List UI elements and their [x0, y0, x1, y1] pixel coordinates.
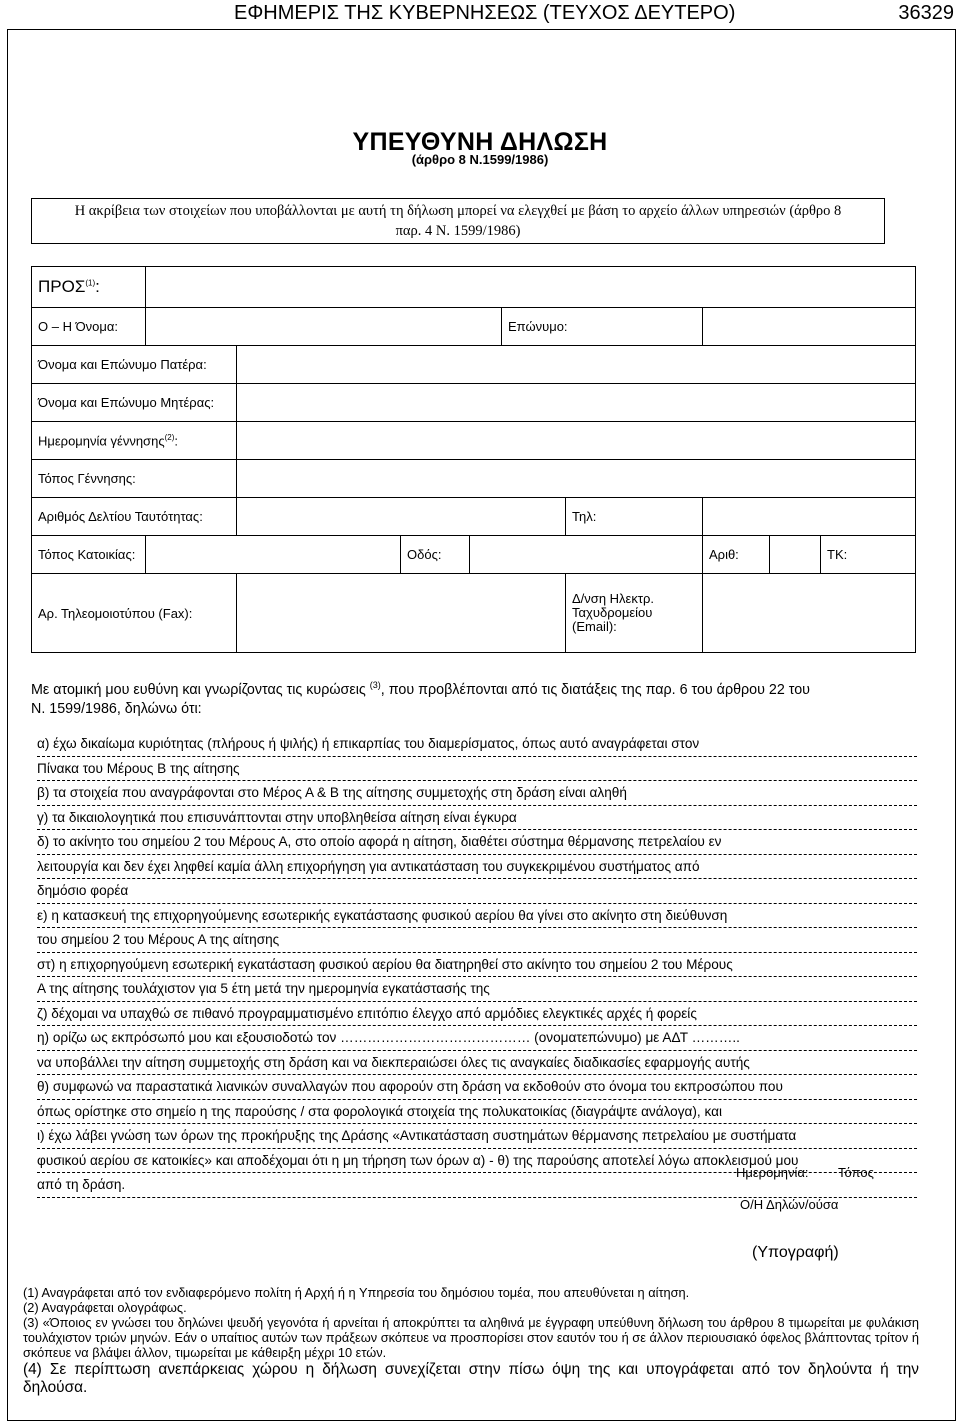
row-name — [32, 308, 916, 346]
declaration-line: λειτουργία και δεν έχει ληφθεί καμία άλλη επιχορήγηση για αντικατάσταση του συγκεκριμένου συστήματος από — [37, 855, 917, 880]
declaration-line: του σημείου 2 του Μέρους Α της αίτησης — [37, 928, 917, 953]
residence-label: Τόπος Κατοικίας: — [32, 536, 146, 574]
pros-label: ΠΡΟΣ$^{(1)}$: — [32, 267, 146, 308]
declaration-line: δημόσιο φορέα — [37, 879, 917, 904]
form-title: ΥΠΕΥΘΥΝΗ ΔΗΛΩΣΗ — [352, 128, 608, 156]
declaration-line: από τη δράση. — [37, 1173, 917, 1198]
personal-details-table — [31, 266, 916, 653]
declaration-line: γ) τα δικαιολογητικά που επισυνάπτονται στην υποβληθείσα αίτηση είναι έγκυρα — [37, 806, 917, 831]
accuracy-notice-line-1: Η ακρίβεια των στοιχείων που υποβάλλονται με αυτή τη δήλωση μπορεί να ελεγχθεί με βάση το αρχείο άλλων υπηρεσιών (άρθρο 8 — [74, 203, 842, 219]
footnotes — [23, 1285, 919, 1397]
id-number-field[interactable] — [237, 498, 566, 536]
row-residence — [32, 536, 916, 574]
footnote-2: (2) Αναγράφεται ολογράφως. — [23, 1300, 187, 1315]
declaration-line: ζ) δέχομαι να υπαχθώ σε πιθανό προγραμματισμένο επιτόπιο έλεγχο από αρμόδιες ελεγκτικές αρχές ή φορείς — [37, 1002, 917, 1027]
name-field[interactable] — [146, 308, 502, 346]
row-birth-place — [32, 460, 916, 498]
postal-code-label: ΤΚ: — [821, 536, 916, 574]
form-subtitle: (άρθρο 8 Ν.1599/1986) — [411, 152, 549, 167]
name-label: Ο – Η Όνομα: — [32, 308, 146, 346]
footnote-1: (1) Αναγράφεται από τον ενδιαφερόμενο πολίτη ή Αρχή ή η Υπηρεσία του δημόσιου τομέα, που απευθύνεται η αίτηση. — [23, 1285, 690, 1300]
date-label: Ημερομηνία: — [736, 1165, 809, 1180]
declaration-line: α) έχω δικαίωμα κυριότητας (πλήρους ή ψιλής) ή επικαρπίας του διαμερίσματος, όπως αυτό αναγράφεται στον — [37, 732, 917, 757]
father-field[interactable] — [237, 346, 916, 384]
declaration-lines — [37, 732, 917, 1198]
declaration-line: β) τα στοιχεία που αναγράφονται στο Μέρος Α & Β της αίτησης συμμετοχής στη δράση είναι αληθή — [37, 781, 917, 806]
fax-label: Αρ. Τηλεομοιοτύπου (Fax): — [32, 574, 237, 653]
declaration-line: Πίνακα του Μέρους Β της αίτησης — [37, 757, 917, 782]
father-label: Όνομα και Επώνυμο Πατέρα: — [32, 346, 237, 384]
declaration-line: ε) η κατασκευή της επιχορηγούμενης εσωτερικής εγκατάστασης φυσικού αερίου θα γίνει στο ακίνητο στη διεύθυνση — [37, 904, 917, 929]
birth-date-label: Ημερομηνία γέννησης$^{(2)}$: — [32, 422, 237, 460]
id-number-label: Αριθμός Δελτίου Ταυτότητας: — [32, 498, 237, 536]
declaration-line: Α της αίτησης τουλάχιστον για 5 έτη μετά την ημερομηνία εγκατάστασής της — [37, 977, 917, 1002]
accuracy-notice — [31, 198, 885, 244]
running-head — [0, 0, 960, 28]
surname-label: Επώνυμο: — [502, 308, 703, 346]
gazette-title: ΕΦΗΜΕΡΙΣ ΤΗΣ ΚΥΒΕΡΝΗΣΕΩΣ (ΤΕΥΧΟΣ ΔΕΥΤΕΡΟ) — [234, 2, 736, 24]
birth-date-field[interactable] — [237, 422, 916, 460]
declarant-label: Ο/Η Δηλών/ούσα — [740, 1197, 839, 1212]
mother-label: Όνομα και Επώνυμο Μητέρας: — [32, 384, 237, 422]
row-birth-date — [32, 422, 916, 460]
row-fax-email — [32, 574, 916, 653]
declaration-line: φυσικού αερίου σε κατοικίες» και αποδέχομαι ότι η μη τήρηση των όρων α) - θ) της παρούσης αποτελεί λόγω αποκλεισμού μου — [37, 1149, 917, 1174]
phone-field[interactable] — [703, 498, 916, 536]
birth-place-field[interactable] — [237, 460, 916, 498]
residence-field[interactable] — [146, 536, 401, 574]
page-number: 36329 — [898, 2, 954, 24]
row-pros — [32, 267, 916, 308]
street-label: Οδός: — [401, 536, 470, 574]
number-label: Αριθ: — [703, 536, 770, 574]
declaration-line: να υποβάλλει την αίτηση συμμετοχής στη δράση και να διεκπεραιώσει όλες τις αναγκαίες διαδικασίες εφαρμογής αυτής — [37, 1051, 917, 1076]
declaration-intro: Με ατομική μου ευθύνη και γνωρίζοντας τις κυρώσεις $^{(3)}$, που προβλέπονται από τις διατάξεις της παρ. 6 του άρθρου 22 του Ν. 1599/1986, δηλώνω ότι: — [31, 680, 810, 717]
pros-field[interactable] — [146, 267, 916, 308]
number-field[interactable] — [770, 536, 821, 574]
declaration-line: θ) συμφωνώ να παραστατικά λιανικών συναλλαγών που αφορούν στη δράση να εκδοθούν στο όνομα του εκπροσώπου που — [37, 1075, 917, 1100]
email-label: Δ/νση Ηλεκτρ. Ταχυδρομείου (Email): — [566, 574, 703, 653]
declaration-line: δ) το ακίνητο του σημείου 2 του Μέρους Α, στο οποίο αφορά η αίτηση, διαθέτει σύστημα θέρμανσης πετρελαίου εν — [37, 830, 917, 855]
row-mother — [32, 384, 916, 422]
signature-label: (Υπογραφή) — [752, 1244, 839, 1261]
accuracy-notice-line-2: παρ. 4 Ν. 1599/1986) — [395, 223, 521, 239]
place-label: Τόπος — [838, 1165, 874, 1180]
email-field[interactable] — [703, 574, 916, 653]
row-father — [32, 346, 916, 384]
declaration-line: στ) η επιχορηγούμενη εσωτερική εγκατάσταση φυσικού αερίου θα διατηρηθεί στο ακίνητο του σημείου 2 του Μέρους — [37, 953, 917, 978]
street-field[interactable] — [470, 536, 703, 574]
birth-place-label: Τόπος Γέννησης: — [32, 460, 237, 498]
footnote-3: (3) «Όποιος εν γνώσει του δηλώνει ψευδή γεγονότα ή αρνείται ή αποκρύπτει τα αληθινά με έγγραφη υπεύθυνη δήλωση του άρθρου 8 τιμωρείται με φυλάκιση τουλάχιστον τριών μηνών. Εάν ο υπαίτιος αυτών των πράξεων σκόπευε να προσπορίσει στον εαυτόν του ή σε άλλον περιουσιακό όφελος βλάπτοντας τρίτον ή σκόπευε να βλάψει άλλον, τιμωρείται με κάθειρξη μέχρι 10 ετών. — [23, 1315, 919, 1360]
surname-field[interactable] — [703, 308, 916, 346]
phone-label: Τηλ: — [566, 498, 703, 536]
declaration-line: ι) έχω λάβει γνώση των όρων της προκήρυξης της Δράσης «Αντικατάσταση συστημάτων θέρμανσης πετρελαίου με συστήματα — [37, 1124, 917, 1149]
mother-field[interactable] — [237, 384, 916, 422]
footnote-4: (4) Σε περίπτωση ανεπάρκειας χώρου η δήλωση συνεχίζεται στην πίσω όψη της και υπογράφεται από τον δηλούντα ή την δηλούσα. — [23, 1361, 919, 1396]
declaration-line: η) ορίζω ως εκπρόσωπό μου και εξουσιοδοτώ τον …………………………………… (ονοματεπώνυμο) με ΑΔΤ ……….. — [37, 1026, 917, 1051]
row-id-phone — [32, 498, 916, 536]
declaration-line: όπως ορίστηκε στο σημείο η της παρούσης / στα φορολογικά στοιχεία της πολυκατοικίας (διαγράψτε ανάλογα), και — [37, 1100, 917, 1125]
fax-field[interactable] — [237, 574, 566, 653]
